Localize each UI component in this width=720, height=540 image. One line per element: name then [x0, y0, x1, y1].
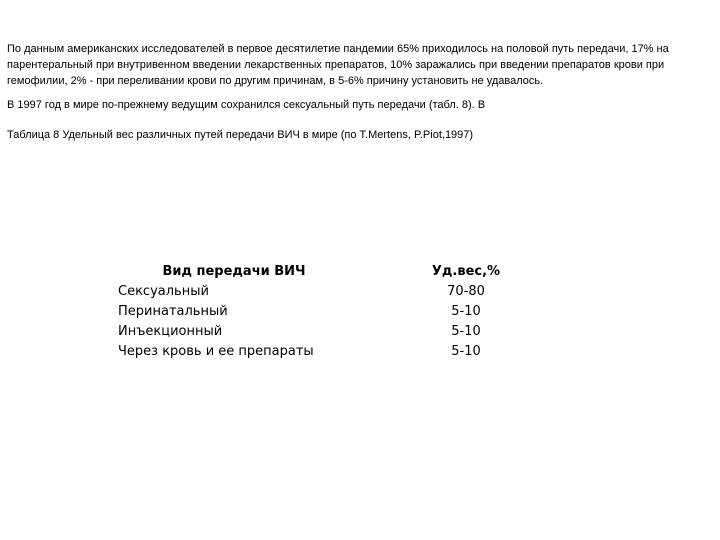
table-row: [118, 282, 582, 302]
paragraph-1997: В 1997 год в мире по-прежнему ведущим сохранился сексуальный путь передачи (табл. 8). В: [7, 99, 486, 111]
share-cell: 5-10: [451, 324, 481, 339]
route-cell: Через кровь и ее препараты: [118, 344, 314, 359]
table-header-row: [118, 262, 582, 282]
route-cell: Сексуальный: [118, 284, 209, 299]
share-cell: 70-80: [447, 284, 485, 299]
table-row: [118, 302, 582, 322]
table-row: [118, 322, 582, 342]
route-cell: Перинатальный: [118, 304, 228, 319]
paragraph-transmission-stats: По данным американских исследователей в первое десятилетие пандемии 65% приходилось на половой путь передачи, 17% на парентеральный при внутривенном введении лекарственных препаратов, 10% заражались при введении препаратов крови при гемофилии, 2% - при переливании крови по другим причинам, в 5-6% причину установить не удавалось.: [7, 43, 669, 87]
transmission-table: [118, 262, 582, 362]
share-cell: 5-10: [451, 304, 481, 319]
share-cell: 5-10: [451, 344, 481, 359]
column-header-share: Уд.вес,%: [431, 264, 501, 279]
column-header-route: Вид передачи ВИЧ: [162, 264, 306, 279]
table-row: [118, 342, 582, 362]
table-caption: Таблица 8 Удельный вес различных путей передачи ВИЧ в мире (по T.Mertens, P.Piot,1997): [7, 129, 474, 141]
route-cell: Инъекционный: [118, 324, 223, 339]
